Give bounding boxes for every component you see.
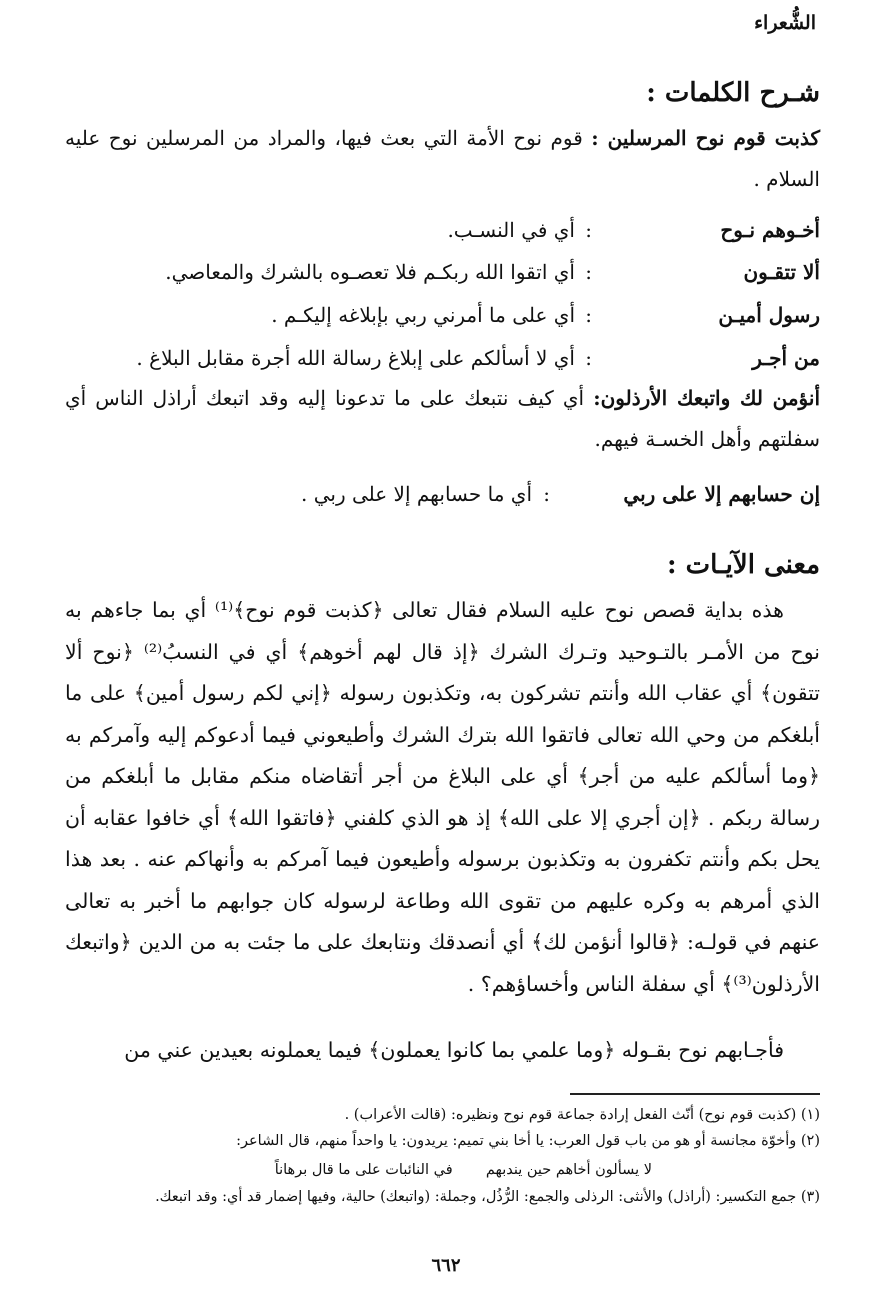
glossary-entry (65, 474, 820, 514)
glossary-intro-text: قوم نوح الأمة التي بعث فيها، والمراد من المرسلين نوح عليه السلام . (65, 126, 820, 191)
footnote-2: (٢) وأخوّة مجانسة أو هو من باب قول العرب: يا أخا بني تميم: يريدون: يا واحداً منهم، قال الشاعر: (236, 1133, 820, 1149)
glossary-definition: أي لا أسألكم على إبلاغ رسالة الله أجرة مقابل البلاغ . (136, 346, 575, 370)
glossary-colon: : (585, 218, 592, 242)
running-head: الشُّعراء (754, 12, 816, 34)
glossary-definition: أي كيف نتبعك على ما تدعونا إليه وقد اتبعك أراذل الناس أي سفلتهم وأهل الخسـة فيهم. (65, 386, 820, 451)
glossary-term: ألا تتقـون (743, 260, 820, 284)
glossary-entry (65, 295, 820, 335)
meaning-paragraph: فأجـابهم نوح بقـوله ﴿وما علمي بما كانوا يعملون﴾ فيما يعملونه بعيدين عني من (124, 1038, 784, 1062)
glossary-heading: شـرح الكلمات : (646, 78, 820, 108)
footnote-1: (١) (كذبت قوم نوح) أنّث الفعل إرادة جماعة قوم نوح ونظيره: (قالت الأعراب) . (344, 1107, 820, 1123)
glossary-term: إن حسابهم إلا على ربي (623, 482, 820, 506)
glossary-definition: أي اتقوا الله ربكـم فلا تعصـوه بالشرك والمعاصي. (165, 260, 575, 284)
footnote-verse (275, 1157, 652, 1183)
glossary-colon: : (543, 482, 550, 506)
glossary-definition: أي في النسـب. (447, 218, 575, 242)
verse-second-hemistich: في النائبات على ما قال برهاناً (274, 1162, 453, 1178)
verse-first-hemistich: لا يسألون أخاهم حين يندبهم (485, 1162, 652, 1178)
glossary-entry (65, 338, 820, 378)
glossary-entry (65, 210, 820, 250)
glossary-term: أخـوهم نـوح (720, 218, 820, 242)
meaning-heading: معنى الآيـات : (667, 550, 820, 580)
glossary-intro-term: كذبت قوم نوح المرسلين : (591, 126, 820, 150)
footnote-rule (570, 1093, 820, 1095)
glossary-intro (65, 118, 820, 200)
meaning-paragraph: هذه بداية قصص نوح عليه السلام فقال تعالى ﴿كذبت قوم نوح﴾⁽¹⁾ أي بما جاءهم به نوح من الأمـر بالتـوحيد وتـرك الشرك ﴿إذ قال لهم أخوهم﴾ أي في النسبُ⁽²⁾ ﴿نوح ألا تتقون﴾ أي عقاب الله وأنتم تشركون به، وتكذبون رسوله ﴿إني لكم رسول أمين﴾ على ما أبلغكم من وحي الله تعالى فاتقوا الله بترك الشرك وأطيعوني فيما أدعوكم إليه وآمركم به ﴿وما أسألكم عليه من أجر﴾ أي على البلاغ من أجر أتقاضاه منكم مقابل ما أبلغكم من رسالة ربكم . ﴿إن أجري إلا على الله﴾ إذ هو الذي كلفني ﴿فاتقوا الله﴾ أي خافوا عقابه أن يحل بكم وأنتم تكفرون به وتكذبون برسوله وأطيعون فيما آمركم به وأنهاكم عنه . بعد هذا الذي أمرهم به وكره عليهم من تقوى الله وطاعة لرسوله كان جوابهم ما أخبر به تعالى عنهم في قولـه: ﴿قالوا أنؤمن لك﴾ أي أنصدقك ونتابعك على ما جئت به من الدين ﴿واتبعك الأرذلون⁽³⁾﴾ أي سفلة الناس وأخساؤهم؟ . (65, 598, 820, 996)
glossary-term: رسول أميـن (718, 303, 820, 327)
glossary-definition: أي ما حسابهم إلا على ربي . (301, 482, 532, 506)
glossary-definition: أي على ما أمرني ربي بإبلاغه إليكـم . (271, 303, 575, 327)
glossary-entry (65, 252, 820, 292)
footnote-3: (٣) جمع التكسير: (أراذل) والأنثى: الرذلى والجمع: الرُّذُل، وجملة: (واتبعك) حالية، وفيها إضمار قد أي: وقد اتبعك. (155, 1189, 820, 1205)
glossary-colon: : (585, 303, 592, 327)
glossary-term: أنؤمن لك واتبعك الأرذلون: (593, 386, 821, 410)
glossary-colon: : (585, 346, 592, 370)
glossary-term: من أجـر (752, 346, 820, 370)
glossary-entry-arazil (65, 378, 820, 460)
page-number: ٦٦٢ (431, 1255, 461, 1276)
glossary-colon: : (585, 260, 592, 284)
